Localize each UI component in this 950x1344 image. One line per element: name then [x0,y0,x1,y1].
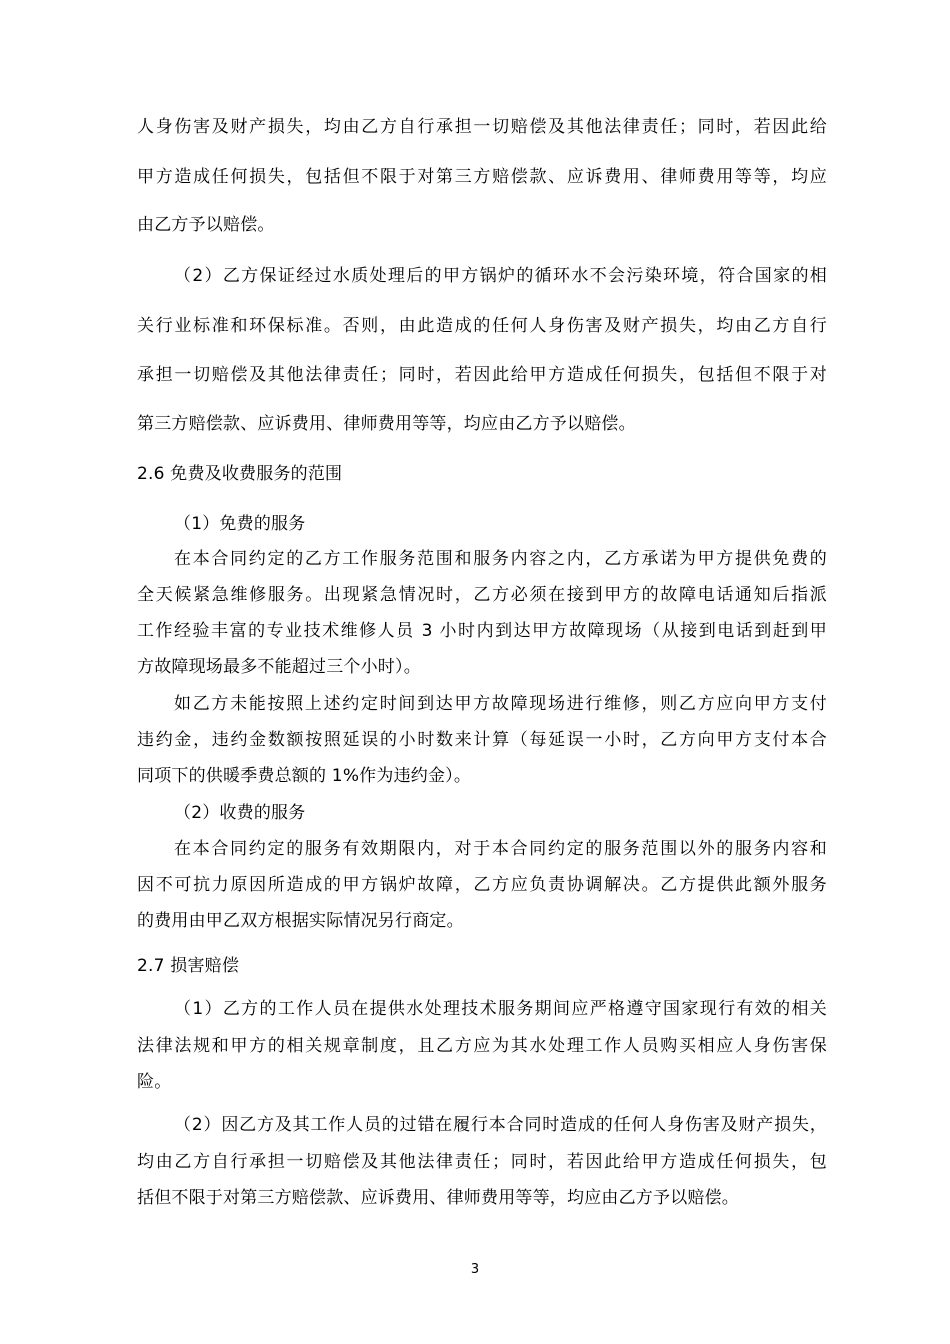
text-line: 承担一切赔偿及其他法律责任；同时，若因此给甲方造成任何损失，包括但不限于对 [137,365,827,385]
text-line: 的费用由甲乙双方根据实际情况另行商定。 [137,911,464,931]
subsection-heading: （2）收费的服务 [174,803,306,823]
text-line: 由乙方予以赔偿。 [137,215,275,235]
text-line: 法律法规和甲方的相关规章制度，且乙方应为其水处理工作人员购买相应人身伤害保 [137,1036,827,1056]
section-heading: 2.6 免费及收费服务的范围 [137,464,343,484]
text-line: （1）乙方的工作人员在提供水处理技术服务期间应严格遵守国家现行有效的相关 [174,999,827,1019]
text-line: 人身伤害及财产损失，均由乙方自行承担一切赔偿及其他法律责任；同时，若因此给 [137,117,827,137]
section-heading: 2.7 损害赔偿 [137,956,240,976]
text-line: 第三方赔偿款、应诉费用、律师费用等等，均应由乙方予以赔偿。 [137,414,636,434]
text-line: 在本合同约定的乙方工作服务范围和服务内容之内，乙方承诺为甲方提供免费的 [174,549,827,569]
text-line: 关行业标准和环保标准。否则，由此造成的任何人身伤害及财产损失，均由乙方自行 [137,316,827,336]
text-line: 括但不限于对第三方赔偿款、应诉费用、律师费用等等，均应由乙方予以赔偿。 [137,1188,739,1208]
page-number: 3 [470,1262,480,1277]
text-line: 甲方造成任何损失，包括但不限于对第三方赔偿款、应诉费用、律师费用等等，均应 [137,167,827,187]
text-line: 如乙方未能按照上述约定时间到达甲方故障现场进行维修，则乙方应向甲方支付 [174,694,827,714]
text-line: 全天候紧急维修服务。出现紧急情况时，乙方必须在接到甲方的故障电话通知后指派 [137,585,827,605]
text-line: （2）乙方保证经过水质处理后的甲方锅炉的循环水不会污染环境，符合国家的相 [174,266,827,286]
text-line: 同项下的供暖季费总额的 1%作为违约金）。 [137,766,472,786]
text-line: （2）因乙方及其工作人员的过错在履行本合同时造成的任何人身伤害及财产损失， [174,1115,827,1135]
text-line: 险。 [137,1072,172,1092]
text-line: 工作经验丰富的专业技术维修人员 3 小时内到达甲方故障现场（从接到电话到赶到甲 [137,621,827,641]
text-line: 在本合同约定的服务有效期限内，对于本合同约定的服务范围以外的服务内容和 [174,839,827,859]
subsection-heading: （1）免费的服务 [174,514,306,534]
text-line: 均由乙方自行承担一切赔偿及其他法律责任；同时，若因此给甲方造成任何损失，包 [137,1152,827,1172]
text-line: 因不可抗力原因所造成的甲方锅炉故障，乙方应负责协调解决。乙方提供此额外服务 [137,875,827,895]
text-line: 违约金，违约金数额按照延误的小时数来计算（每延误一小时，乙方向甲方支付本合 [137,730,827,750]
text-line: 方故障现场最多不能超过三个小时）。 [137,657,421,677]
